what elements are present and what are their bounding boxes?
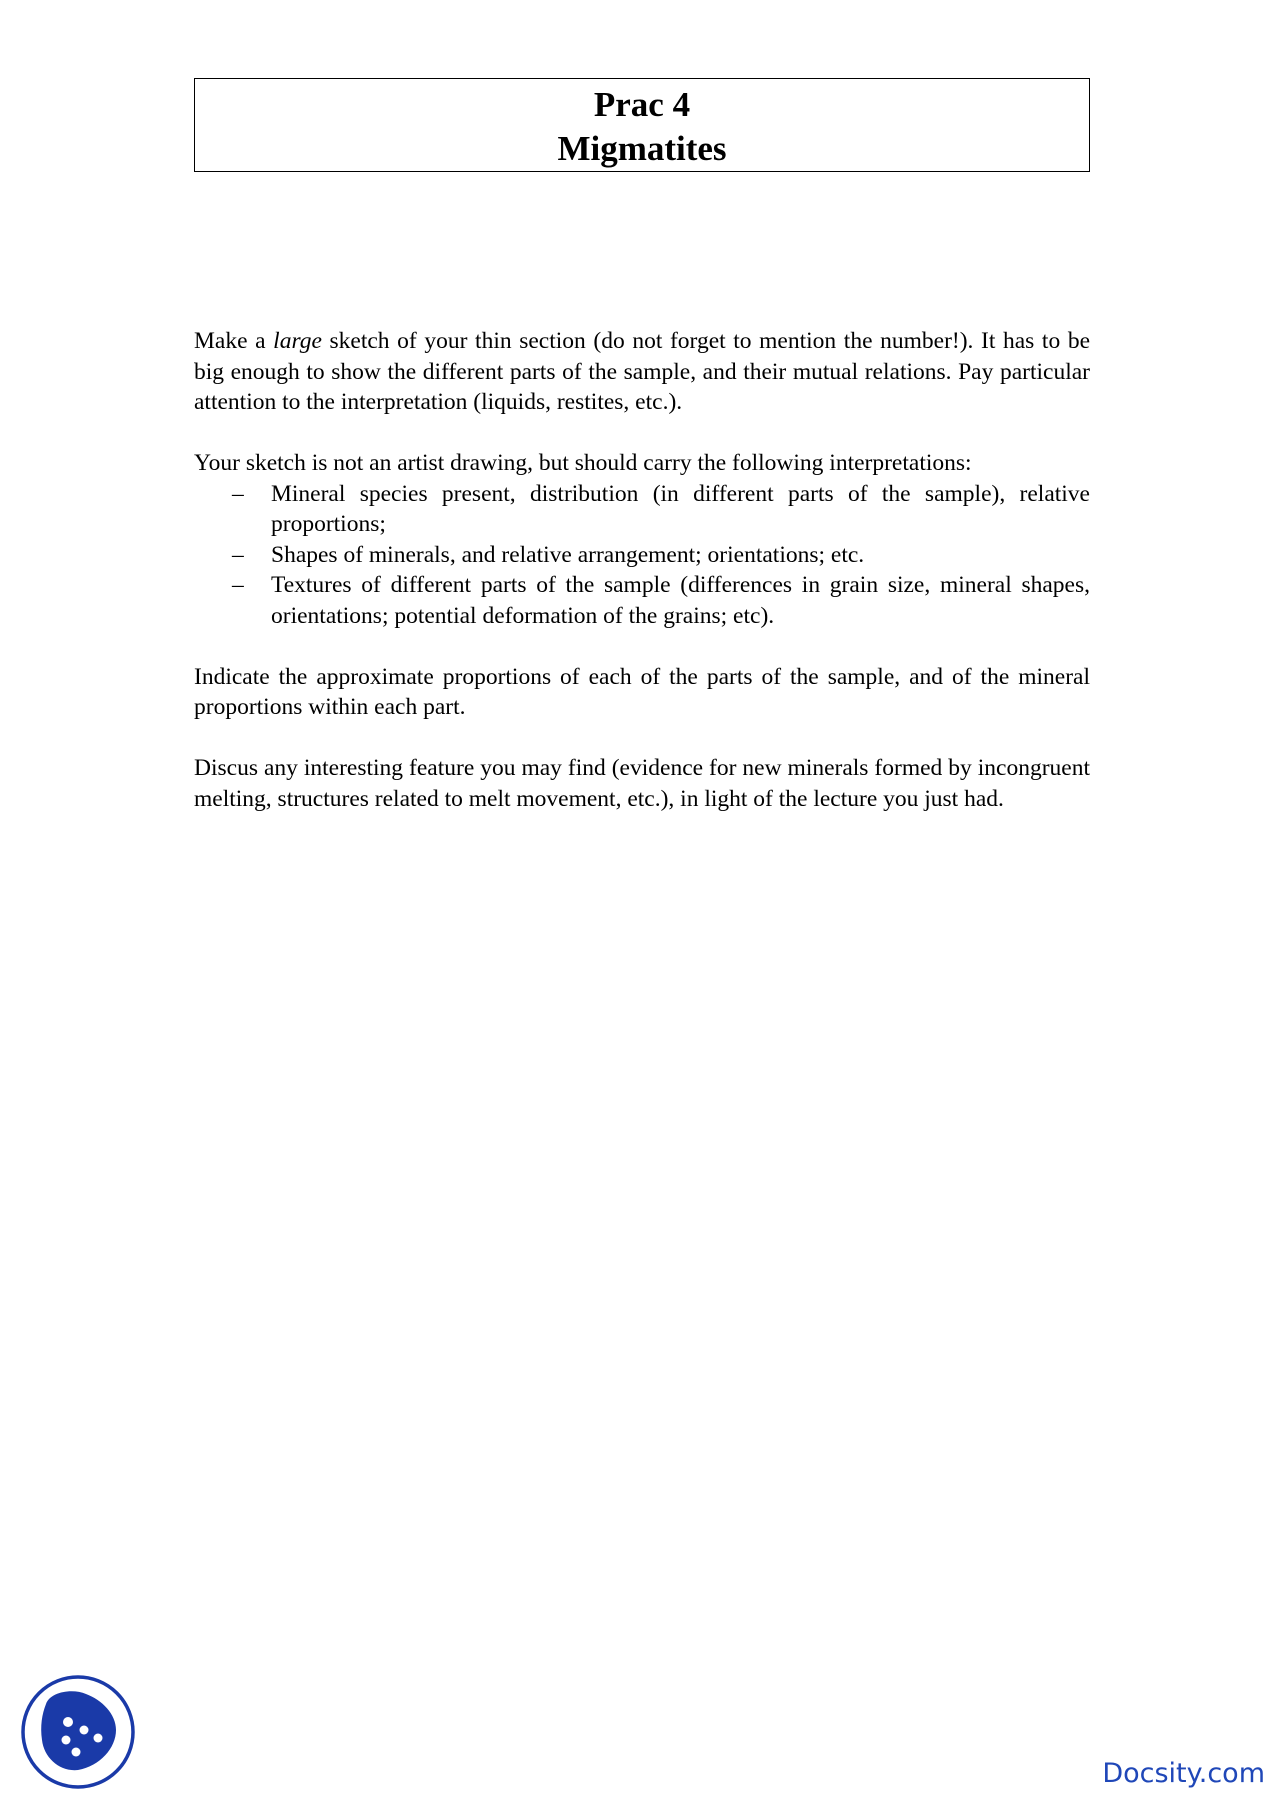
paragraph-interpretations-intro: Your sketch is not an artist drawing, but should carry the following interpretations: bbox=[194, 450, 972, 476]
list-item bbox=[194, 570, 1090, 631]
page-subtitle: Migmatites bbox=[557, 129, 727, 168]
dash-marker: – bbox=[232, 541, 244, 568]
dash-marker: – bbox=[232, 572, 244, 598]
list-item bbox=[194, 479, 1090, 540]
list-item-text: Mineral species present, distribution (in different parts of the sample), relative proportions; bbox=[271, 480, 1090, 537]
list-item bbox=[194, 540, 1090, 571]
dash-marker: – bbox=[232, 480, 244, 507]
document-body bbox=[194, 326, 1090, 814]
title-box bbox=[194, 78, 1090, 172]
p1-text-start: Make a bbox=[194, 328, 274, 354]
interpretations-list bbox=[194, 479, 1090, 632]
paragraph-sketch-instructions bbox=[194, 326, 1090, 418]
p1-text-rest: sketch of your thin section (do not forget to mention the number!). It has to be big enough to show the different parts of the sample, and their mutual relations. Pay particular attention to the interpretation (liquids, restites, etc.). bbox=[194, 328, 1091, 415]
list-item-text: Shapes of minerals, and relative arrangement; orientations; etc. bbox=[271, 541, 865, 568]
list-item-text: Textures of different parts of the sample (differences in grain size, mineral shapes, orientations; potential deformation of the grains; etc). bbox=[271, 572, 1090, 629]
docsity-logo-icon bbox=[20, 1674, 136, 1790]
paragraph-discussion: Discus any interesting feature you may find (evidence for new minerals formed by incongruent melting, structures related to melt movement, etc.), in light of the lecture you just had. bbox=[194, 755, 1090, 812]
paragraph-proportions: Indicate the approximate proportions of each of the parts of the sample, and of the mineral proportions within each part. bbox=[194, 663, 1090, 720]
emphasis-large: large bbox=[273, 328, 322, 354]
docsity-brand-link[interactable]: Docsity.com bbox=[1102, 1758, 1265, 1789]
page-title: Prac 4 bbox=[593, 85, 691, 124]
